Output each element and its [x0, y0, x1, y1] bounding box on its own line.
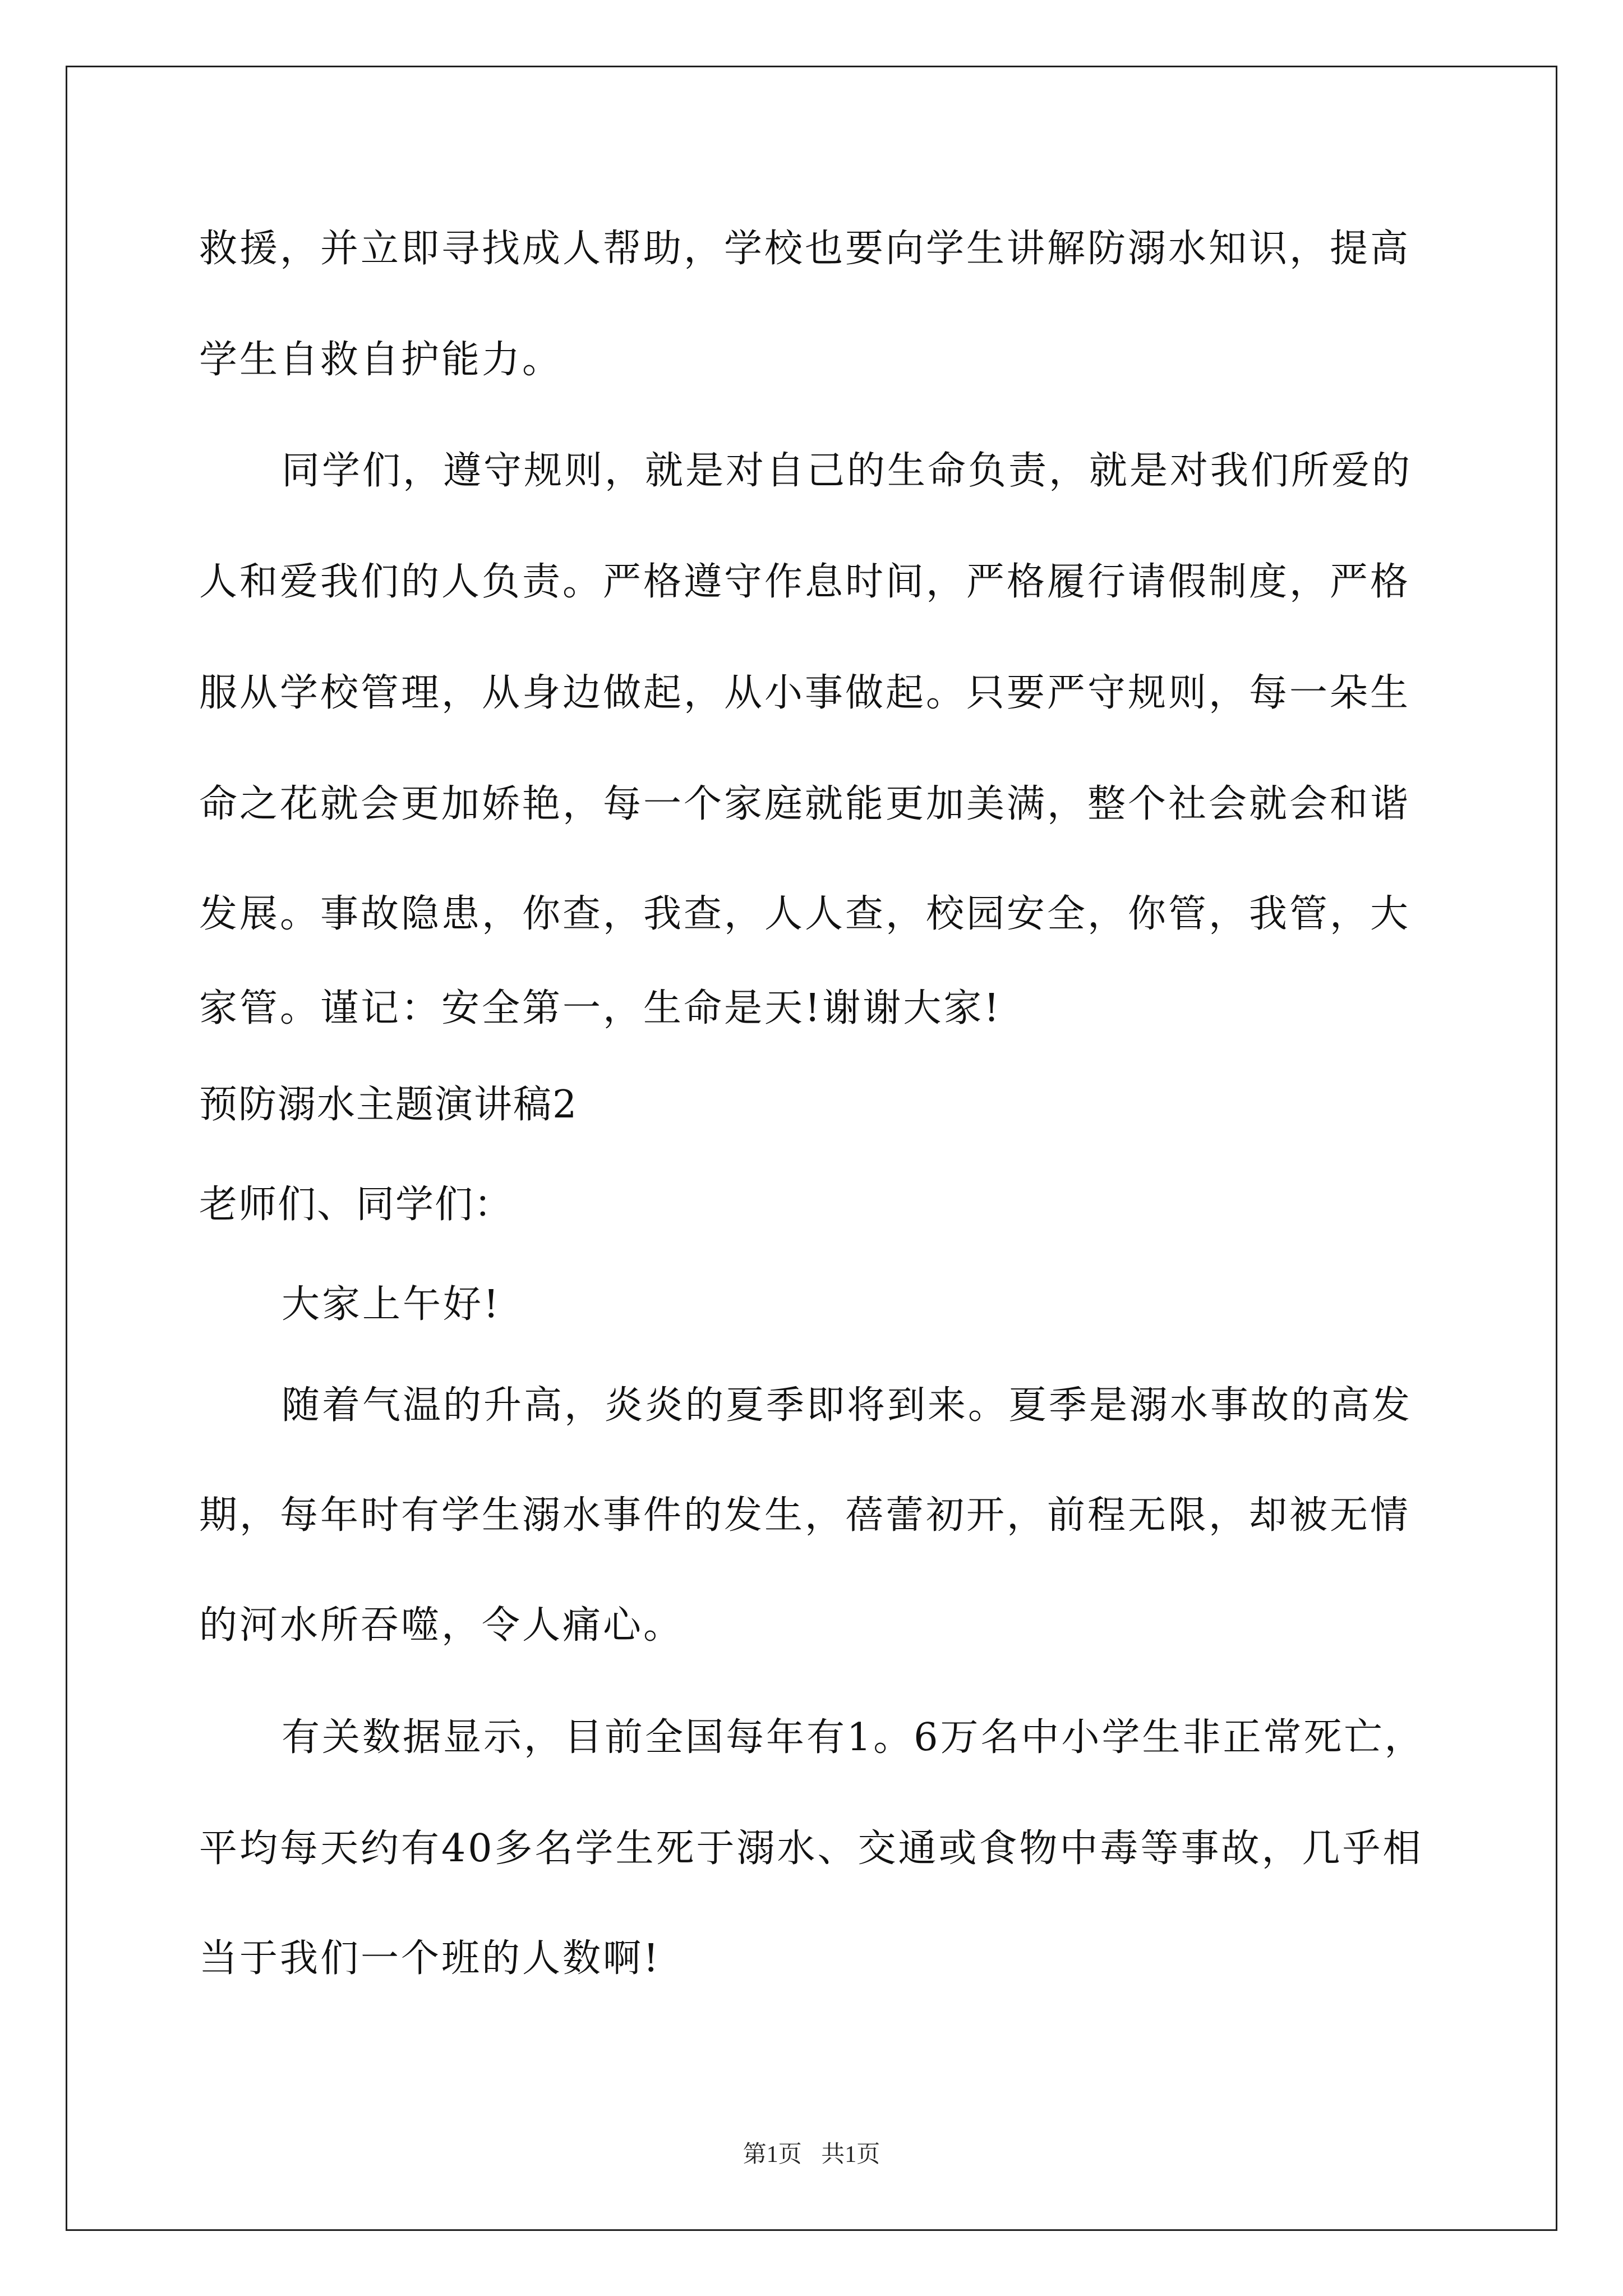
paragraph-line: 学生自救自护能力。 [199, 338, 563, 382]
paragraph-line: 同学们，遵守规则，就是对自己的生命负责，就是对我们所爱的 [282, 449, 1413, 493]
section-title: 预防溺水主题演讲稿2 [199, 1083, 578, 1127]
page-border [66, 66, 1557, 2231]
greeting: 大家上午好! [282, 1282, 501, 1327]
paragraph-line: 发展。事故隐患，你查，我查，人人查，校园安全，你管，我管，大 [199, 892, 1411, 936]
paragraph-line: 家管。谨记：安全第一，生命是天!谢谢大家! [199, 986, 1002, 1030]
paragraph-line: 随着气温的升高，炎炎的夏季即将到来。夏季是溺水事故的高发 [282, 1383, 1413, 1428]
paragraph-line: 有关数据显示，目前全国每年有1。6万名中小学生非正常死亡， [282, 1715, 1425, 1760]
page-number: 第1页 [743, 2142, 802, 2168]
paragraph-line: 当于我们一个班的人数啊! [199, 1936, 661, 1981]
paragraph-line: 服从学校管理，从身边做起，从小事做起。只要严守规则，每一朵生 [199, 671, 1411, 715]
page-footer [0, 2143, 1623, 2166]
page-total: 共1页 [821, 2142, 880, 2168]
salutation: 老师们、同学们： [199, 1182, 514, 1227]
paragraph-line: 期，每年时有学生溺水事件的发生，蓓蕾初开，前程无限，却被无情 [199, 1493, 1411, 1538]
paragraph-line: 平均每天约有40多名学生死于溺水、交通或食物中毒等事故，几乎相 [199, 1826, 1423, 1871]
paragraph-line: 的河水所吞噬，令人痛心。 [199, 1603, 684, 1648]
paragraph-line: 命之花就会更加娇艳，每一个家庭就能更加美满，整个社会就会和谐 [199, 782, 1411, 826]
paragraph-line: 救援，并立即寻找成人帮助，学校也要向学生讲解防溺水知识，提高 [199, 227, 1411, 271]
paragraph-line: 人和爱我们的人负责。严格遵守作息时间，严格履行请假制度，严格 [199, 560, 1411, 604]
